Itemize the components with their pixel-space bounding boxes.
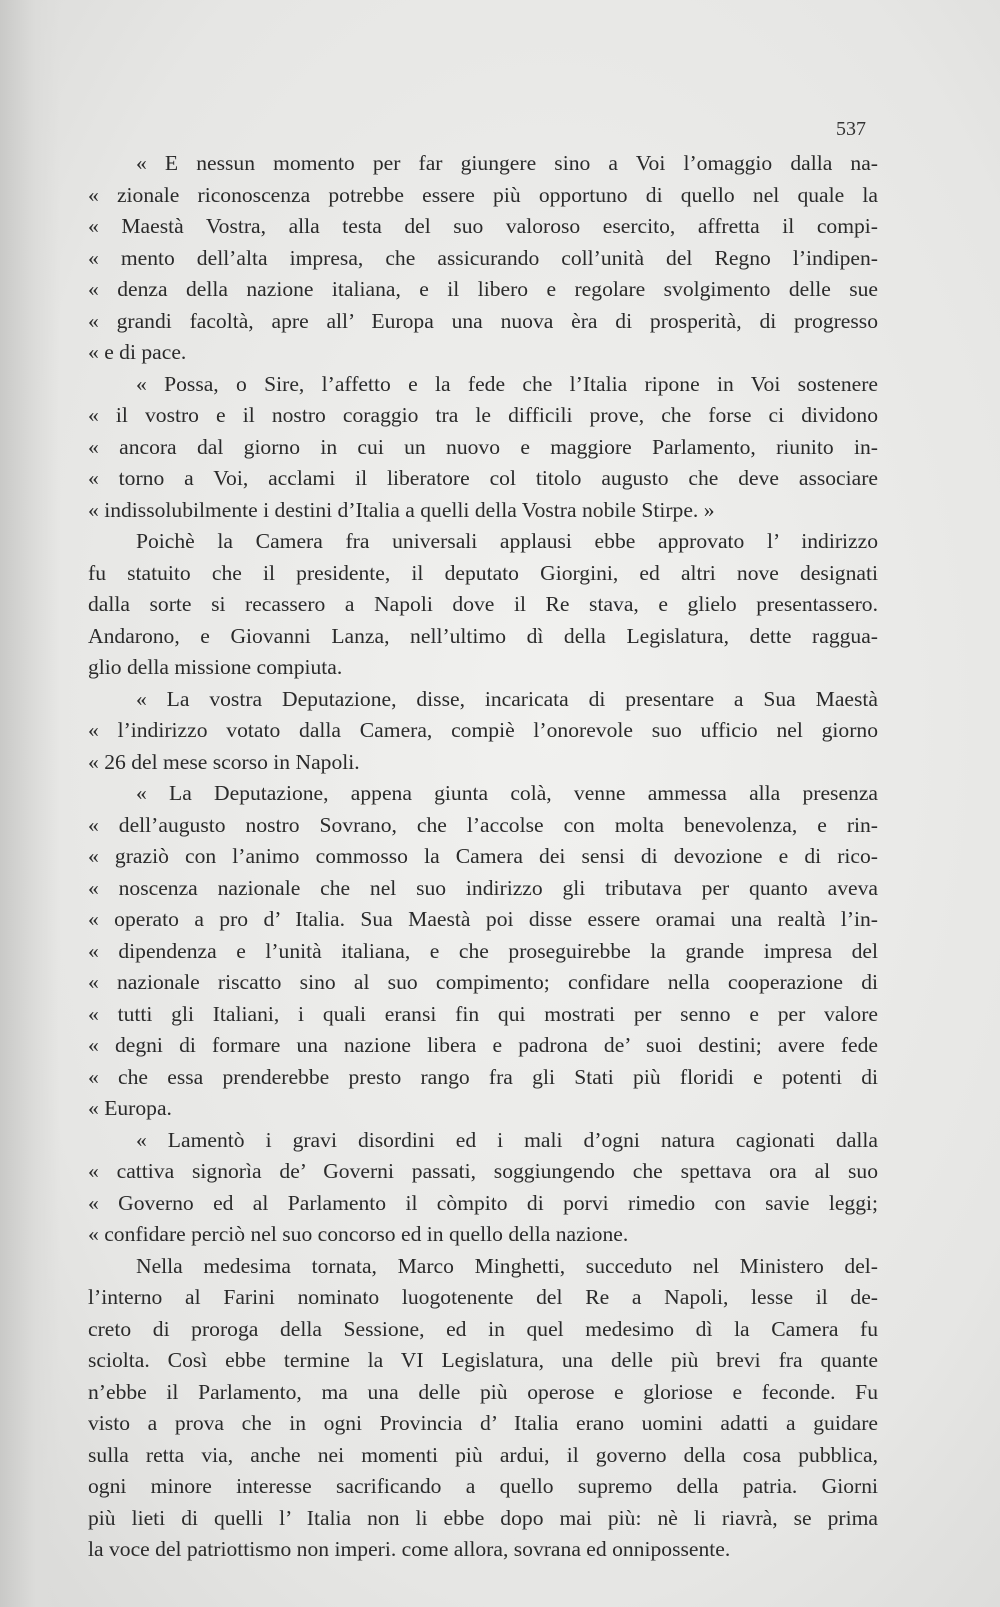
text-line: Poichè la Camera fra universali applausi ebbe approvato l’ indirizzo [136,529,878,553]
text-line: « Maestà Vostra, alla testa del suo valoroso esercito, affretta il compi- [88,214,878,238]
text-line: n’ebbe il Parlamento, ma una delle più operose e gloriose e feconde. Fu [88,1379,878,1404]
text-line: sciolta. Così ebbe termine la VI Legislatura, una delle più brevi fra quante [88,1348,878,1372]
text-line: « dell’augusto nostro Sovrano, che l’accolse con molta benevolenza, e rin- [88,812,878,837]
text-line: « La Deputazione, appena giunta colà, venne ammessa alla presenza [136,781,878,805]
text-line: « cattiva signorìa de’ Governi passati, soggiungendo che spettava ora al suo [88,1159,878,1183]
text-line: « dipendenza e l’unità italiana, e che proseguirebbe la grande impresa del [88,938,878,963]
text-line: più lieti di quelli l’ Italia non li ebbe dopo mai più: nè li riavrà, se prima [88,1505,878,1530]
text-line: glio della missione compiuta. [88,655,343,679]
text-line: « l’indirizzo votato dalla Camera, compiè l’onorevole suo ufficio nel giorno [88,718,878,742]
text-line: fu statuito che il presidente, il deputato Giorgini, ed altri nove designati [88,560,878,585]
text-line: la voce del patriottismo non imperi. come allora, sovrana ed onnipossente. [88,1537,731,1561]
text-line: « Europa. [88,1096,172,1120]
text-line: creto di proroga della Sessione, ed in quel medesimo dì la Camera fu [88,1316,878,1341]
text-line: « denza della nazione italiana, e il libero e regolare svolgimento delle sue [88,277,878,301]
text-line: « 26 del mese scorso in Napoli. [88,749,360,774]
text-line: « graziò con l’animo commosso la Camera dei sensi di devozione e di rico- [88,844,878,868]
text-line: « Lamentò i gravi disordini ed i mali d’ogni natura cagionati dalla [136,1127,878,1152]
text-line: « confidare perciò nel suo concorso ed in quello della nazione. [88,1222,629,1246]
text-line: « Possa, o Sire, l’affetto e la fede che l’Italia ripone in Voi sostenere [136,371,878,396]
text-line: « noscenza nazionale che nel suo indirizzo gli tributava per quanto aveva [88,875,878,900]
text-line: Andarono, e Giovanni Lanza, nell’ultimo dì della Legislatura, dette raggua- [88,623,878,648]
text-line: « grandi facoltà, apre all’ Europa una nuova èra di prosperità, di progresso [88,308,878,333]
text-line: « ancora dal giorno in cui un nuovo e maggiore Parlamento, riunito in- [88,434,878,459]
text-line: « zionale riconoscenza potrebbe essere più opportuno di quello nel quale la [88,182,878,207]
text-line: « tutti gli Italiani, i quali eransi fin qui mostrati per senno e per valore [88,1001,878,1026]
text-line: « il vostro e il nostro coraggio tra le difficili prove, che forse ci dividono [88,403,878,427]
text-line: « che essa prenderebbe presto rango fra gli Stati più floridi e potenti di [88,1064,878,1089]
page-gutter-shadow [0,0,60,1607]
text-line: « operato a pro d’ Italia. Sua Maestà poi disse essere oramai una realtà l’in- [88,907,878,931]
text-line: l’interno al Farini nominato luogotenente del Re a Napoli, lesse il de- [88,1285,878,1309]
text-line: « nazionale riscatto sino al suo compimento; confidare nella cooperazione di [88,970,878,994]
text-line: « e di pace. [88,340,187,364]
body-text [88,148,878,1566]
text-line: « indissolubilmente i destini d’Italia a quelli della Vostra nobile Stirpe. » [88,497,715,522]
text-line: « La vostra Deputazione, disse, incaricata di presentare a Sua Maestà [136,686,878,711]
page-number: 537 [836,118,866,140]
text-line: dalla sorte si recassero a Napoli dove il Re stava, e glielo presentassero. [88,592,878,616]
text-line: « mento dell’alta impresa, che assicurando coll’unità del Regno l’indipen- [88,245,878,270]
text-line: visto a prova che in ogni Provincia d’ Italia erano uomini adatti a guidare [88,1411,878,1435]
text-line: ogni minore interesse sacrificando a quello supremo della patria. Giorni [88,1474,878,1498]
text-line: Nella medesima tornata, Marco Minghetti, succeduto nel Ministero del- [136,1253,878,1278]
text-line: « torno a Voi, acclami il liberatore col titolo augusto che deve associare [88,466,878,490]
text-line: « E nessun momento per far giungere sino a Voi l’omaggio dalla na- [136,151,878,175]
text-line: « degni di formare una nazione libera e padrona de’ suoi destini; avere fede [88,1033,878,1057]
text-line: « Governo ed al Parlamento il còmpito di porvi rimedio con savie leggi; [88,1190,878,1215]
text-line: sulla retta via, anche nei momenti più ardui, il governo della cosa pubblica, [88,1442,878,1467]
